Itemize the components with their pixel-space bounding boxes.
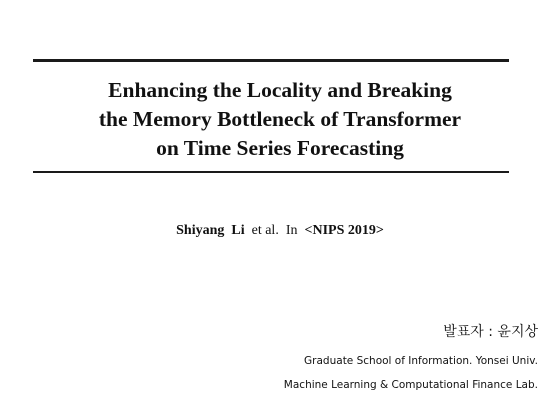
author-in: In — [285, 223, 298, 238]
affiliation-school: Graduate School of Information. Yonsei Univ. — [304, 355, 538, 367]
top-divider — [33, 59, 509, 62]
title-line-1: Enhancing the Locality and Breaking — [108, 78, 452, 102]
affiliation-lab: Machine Learning & Computational Finance Lab. — [283, 379, 538, 391]
author-last-name: Li — [231, 223, 245, 238]
title-line-3: on Time Series Forecasting — [156, 136, 404, 160]
title-line-2: the Memory Bottleneck of Transformer — [98, 107, 462, 131]
venue: <NIPS 2019> — [304, 223, 384, 238]
author-first-name: Shiyang — [176, 223, 225, 238]
paper-title — [20, 76, 540, 163]
presenter: 발표자 : 윤지상 — [443, 324, 538, 340]
bottom-divider — [33, 171, 509, 173]
author-line — [0, 222, 560, 240]
author-etal: et al. — [251, 223, 279, 238]
